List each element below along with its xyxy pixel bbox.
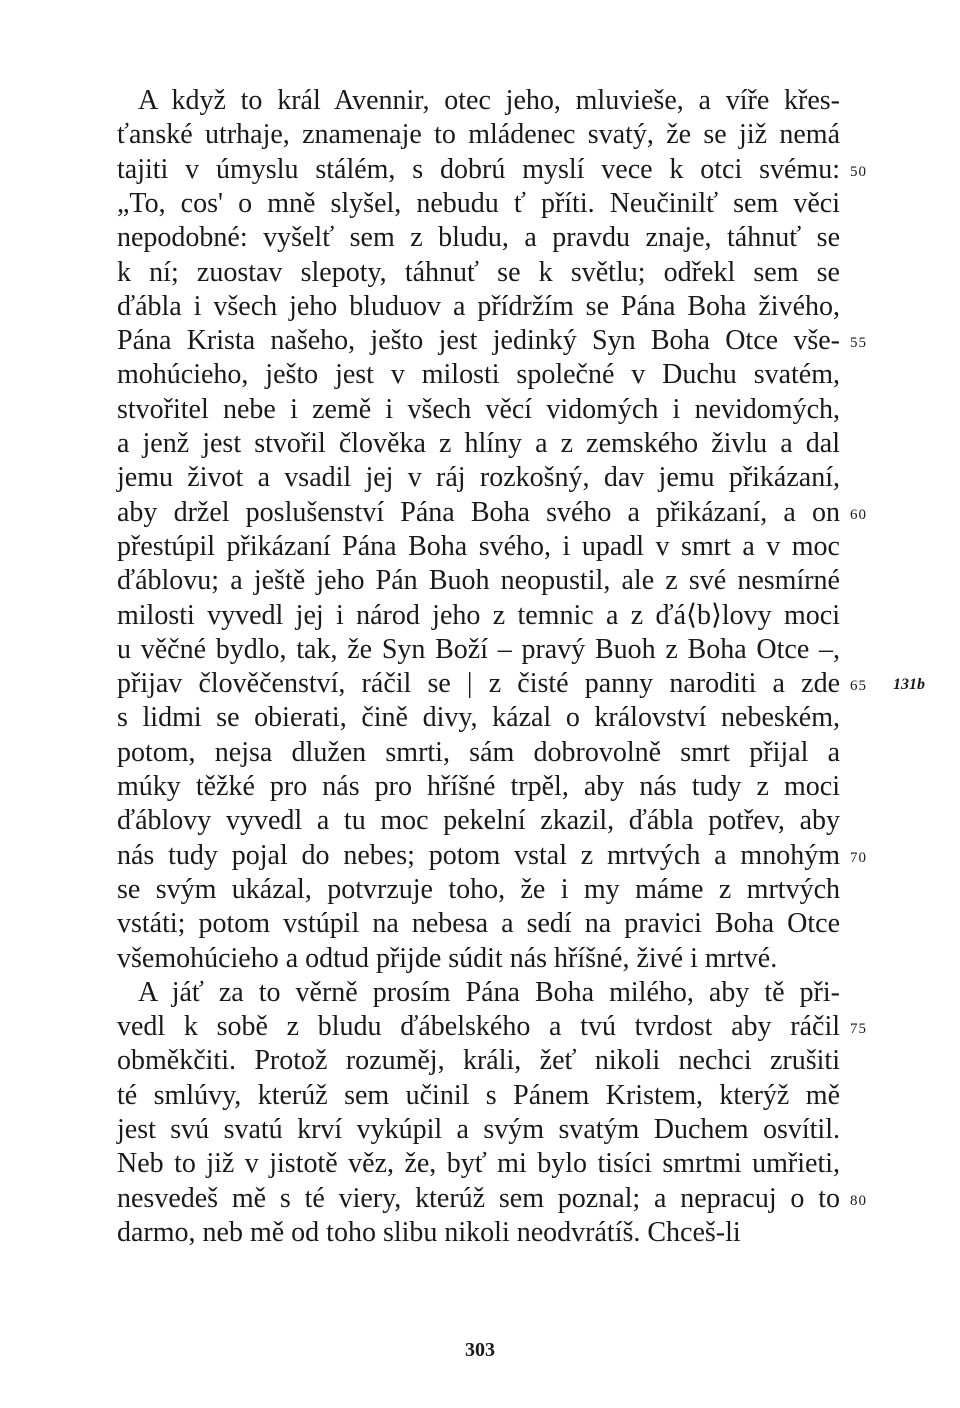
text-line: ďábla i všech jeho bluduov a přídržím se Pána Boha živého, [117,290,840,322]
text-line: nás tudy pojal do nebes; potom vstal z mrtvých a mnohým [117,839,840,871]
text-line: potom, nejsa dlužen smrti, sám dobrovolně smrt přijal a [117,736,840,768]
text-line: mohúcieho, ješto jest v milosti společné v Duchu svatém, [117,359,840,391]
page-number: 303 [465,1339,495,1361]
folio-marker: 131b [893,676,925,694]
line-number: 50 [850,163,867,180]
text-line: ďáblovy vyvedl a tu moc pekelní zkazil, ďábla potřev, aby [117,805,840,837]
text-line: a jenž jest stvořil člověka z hlíny a z zemského živlu a dal [117,428,840,459]
line-number: 60 [850,506,867,523]
text-line: nepodobné: vyšelť sem z bludu, a pravdu znaje, táhnuť se [117,222,840,254]
text-line: A když to král Avennir, otec jeho, mluvieše, a víře křes- [138,85,840,116]
text-line: ďáblovu; a ještě jeho Pán Buoh neopustil, ale z své nesmírné [117,565,840,597]
text-line: s lidmi se obierati, čině divy, kázal o království nebeském, [117,702,840,734]
text-line: přestúpil přikázaní Pána Boha svého, i upadl v smrt a v moc [117,530,840,562]
text-line: vedl k sobě z bludu ďábelského a tvú tvrdost aby ráčil [117,1011,840,1043]
text-line: vstáti; potom vstúpil na nebesa a sedí na pravici Boha Otce [117,908,840,940]
text-line: stvořitel nebe i země i všech věcí vidomých i nevidomých, [117,393,840,425]
line-number: 75 [850,1021,867,1038]
text-line: k ní; zuostav slepoty, táhnuť se k světlu; odřekl sem se [117,256,840,288]
text-line: darmo, neb mě od toho slibu nikoli neodvrátíš. Chceš-li [117,1216,741,1248]
text-line: té smlúvy, kterúž sem učinil s Pánem Kristem, kterýž mě [117,1079,840,1111]
text-line: u věčné bydlo, tak, že Syn Boží – pravý Buoh z Boha Otce –, [117,633,840,665]
text-line: tajiti v úmyslu stálém, s dobrú myslí vece k otci svému: [117,153,840,185]
text-line: A jáť za to věrně prosím Pána Boha milého, aby tě při- [138,976,840,1008]
text-line: jest svú svatú krví vykúpil a svým svatým Duchem osvítil. [117,1114,840,1145]
text-line: jemu život a vsadil jej v ráj rozkošný, dav jemu přikázaní, [117,462,840,494]
text-line: múky těžké pro nás pro hříšné trpěl, aby nás tudy z moci [117,771,840,802]
text-line: Pána Krista našeho, ješto jest jedinký Syn Boha Otce vše- [117,325,840,357]
text-line: obměkčiti. Protož rozuměj, králi, žeť nikoli nechci zrušiti [117,1045,840,1077]
text-line: aby držel poslušenství Pána Boha svého a přikázaní, a on [117,496,840,528]
text-line: přijav člověčenství, ráčil se | z čisté panny naroditi a zde [117,668,840,700]
text-line: milosti vyvedl jej i národ jeho z temnic a z ďá⟨b⟩lovy moci [117,599,840,631]
line-number: 70 [850,849,867,866]
line-number: 55 [850,335,867,352]
text-line: všemohúcieho a odtud přijde súdit nás hříšné, živé i mrtvé. [117,942,778,974]
text-line: se svým ukázal, potvrzuje toho, že i my máme z mrtvých [117,873,840,905]
line-number: 80 [850,1192,867,1209]
text-line: ťanské utrhaje, znamenaje to mládenec svatý, že se již nemá [117,119,840,151]
text-line: nesvedeš mě s té viery, kterúž sem poznal; a nepracuj o to [117,1182,840,1214]
text-line: „To, cos' o mně slyšel, nebudu ť příti. Neučinilť sem věci [117,187,840,219]
line-number: 65 [850,678,867,695]
text-line: Neb to již v jistotě věz, že, byť mi bylo tisíci smrtmi umřieti, [117,1148,840,1180]
